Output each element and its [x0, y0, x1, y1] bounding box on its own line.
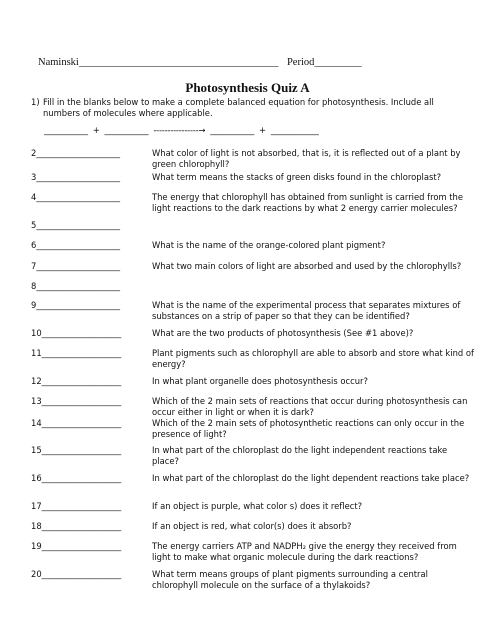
question-18	[31, 521, 476, 532]
equation-blanks: ___________ + ___________ ----------------→ ___________ + ____________	[44, 125, 319, 135]
question-text: If an object is red, what color(s) does it absorb?	[152, 521, 352, 531]
answer-blank: 11___________________	[31, 348, 122, 358]
question-17	[31, 501, 476, 512]
answer-blank: 18___________________	[31, 521, 122, 531]
answer-blank: 10___________________	[31, 328, 122, 338]
question-text: What term means the stacks of green disks found in the chloroplast?	[152, 172, 442, 182]
header-line	[38, 57, 362, 68]
question-text: The energy that chlorophyll has obtained from sunlight is carried from the light reactions to the dark reactions by what 2 energy carrier molecules?	[152, 192, 464, 213]
question-4	[31, 192, 476, 214]
question-text: What is the name of the experimental process that separates mixtures of substances on a strip of paper so that they can be identified?	[152, 300, 461, 321]
answer-blank: 3____________________	[31, 172, 121, 182]
answer-blank: 14___________________	[31, 418, 122, 428]
question-text: In what part of the chloroplast do the light independent reactions take place?	[152, 445, 448, 466]
question-16	[31, 473, 476, 484]
question-12	[31, 376, 476, 387]
answer-blank: 16___________________	[31, 473, 122, 483]
question-1-text: Fill in the blanks below to make a complete balanced equation for photosynthesis. Include all numbers of molecules where applicable.	[43, 97, 434, 118]
question-19	[31, 541, 476, 563]
question-text: In what part of the chloroplast do the light dependent reactions take place?	[152, 473, 470, 483]
answer-blank: 17___________________	[31, 501, 122, 511]
period-blank: Period_________	[286, 57, 362, 68]
question-20	[31, 569, 476, 591]
question-7	[31, 261, 476, 272]
answer-blank: 9____________________	[31, 300, 121, 310]
question-text: What term means groups of plant pigments surrounding a central chlorophyll molecule on the surface of a thylakoids?	[152, 569, 428, 590]
answer-blank: 19___________________	[31, 541, 122, 551]
question-15	[31, 445, 476, 467]
question-text: What is the name of the orange-colored plant pigment?	[152, 240, 386, 250]
question-6	[31, 240, 476, 251]
question-1	[31, 97, 461, 119]
question-text: The energy carriers ATP and NADPH₂ give the energy they received from light to make what organic molecule during the dark reactions?	[152, 541, 457, 562]
answer-blank: 8____________________	[31, 281, 121, 291]
answer-blank: 6____________________	[31, 240, 121, 250]
question-text: In what plant organelle does photosynthesis occur?	[152, 376, 368, 386]
question-text: What color of light is not absorbed, that is, it is reflected out of a plant by green chlorophyll?	[152, 148, 461, 169]
question-2	[31, 148, 476, 170]
question-text: Plant pigments such as chlorophyll are able to absorb and store what kind of energy?	[152, 348, 474, 369]
answer-blank: 13___________________	[31, 396, 122, 406]
question-9	[31, 300, 476, 322]
question-text: If an object is purple, what color s) does it reflect?	[152, 501, 363, 511]
question-text: Which of the 2 main sets of reactions that occur during photosynthesis can occur either in light or when it is dark?	[152, 396, 468, 417]
answer-blank: 15___________________	[31, 445, 122, 455]
answer-blank: 4____________________	[31, 192, 121, 202]
question-11	[31, 348, 476, 370]
question-text: What two main colors of light are absorbed and used by the chlorophylls?	[152, 261, 462, 271]
answer-blank: 12___________________	[31, 376, 122, 386]
page-title: Photosynthesis Quiz A	[185, 80, 310, 95]
name-blank: Naminski______________________________________	[38, 57, 279, 68]
answer-blank: 7____________________	[31, 261, 121, 271]
answer-blank: 20___________________	[31, 569, 122, 579]
question-14	[31, 418, 476, 440]
question-text: What are the two products of photosynthesis (See #1 above)?	[152, 328, 414, 338]
answer-blank: 2____________________	[31, 148, 121, 158]
question-10	[31, 328, 476, 339]
question-1-number: 1)	[31, 97, 40, 107]
answer-blank: 5____________________	[31, 220, 121, 230]
question-text: Which of the 2 main sets of photosynthetic reactions can only occur in the presence of light?	[152, 418, 465, 439]
question-13	[31, 396, 476, 418]
question-3	[31, 172, 476, 183]
